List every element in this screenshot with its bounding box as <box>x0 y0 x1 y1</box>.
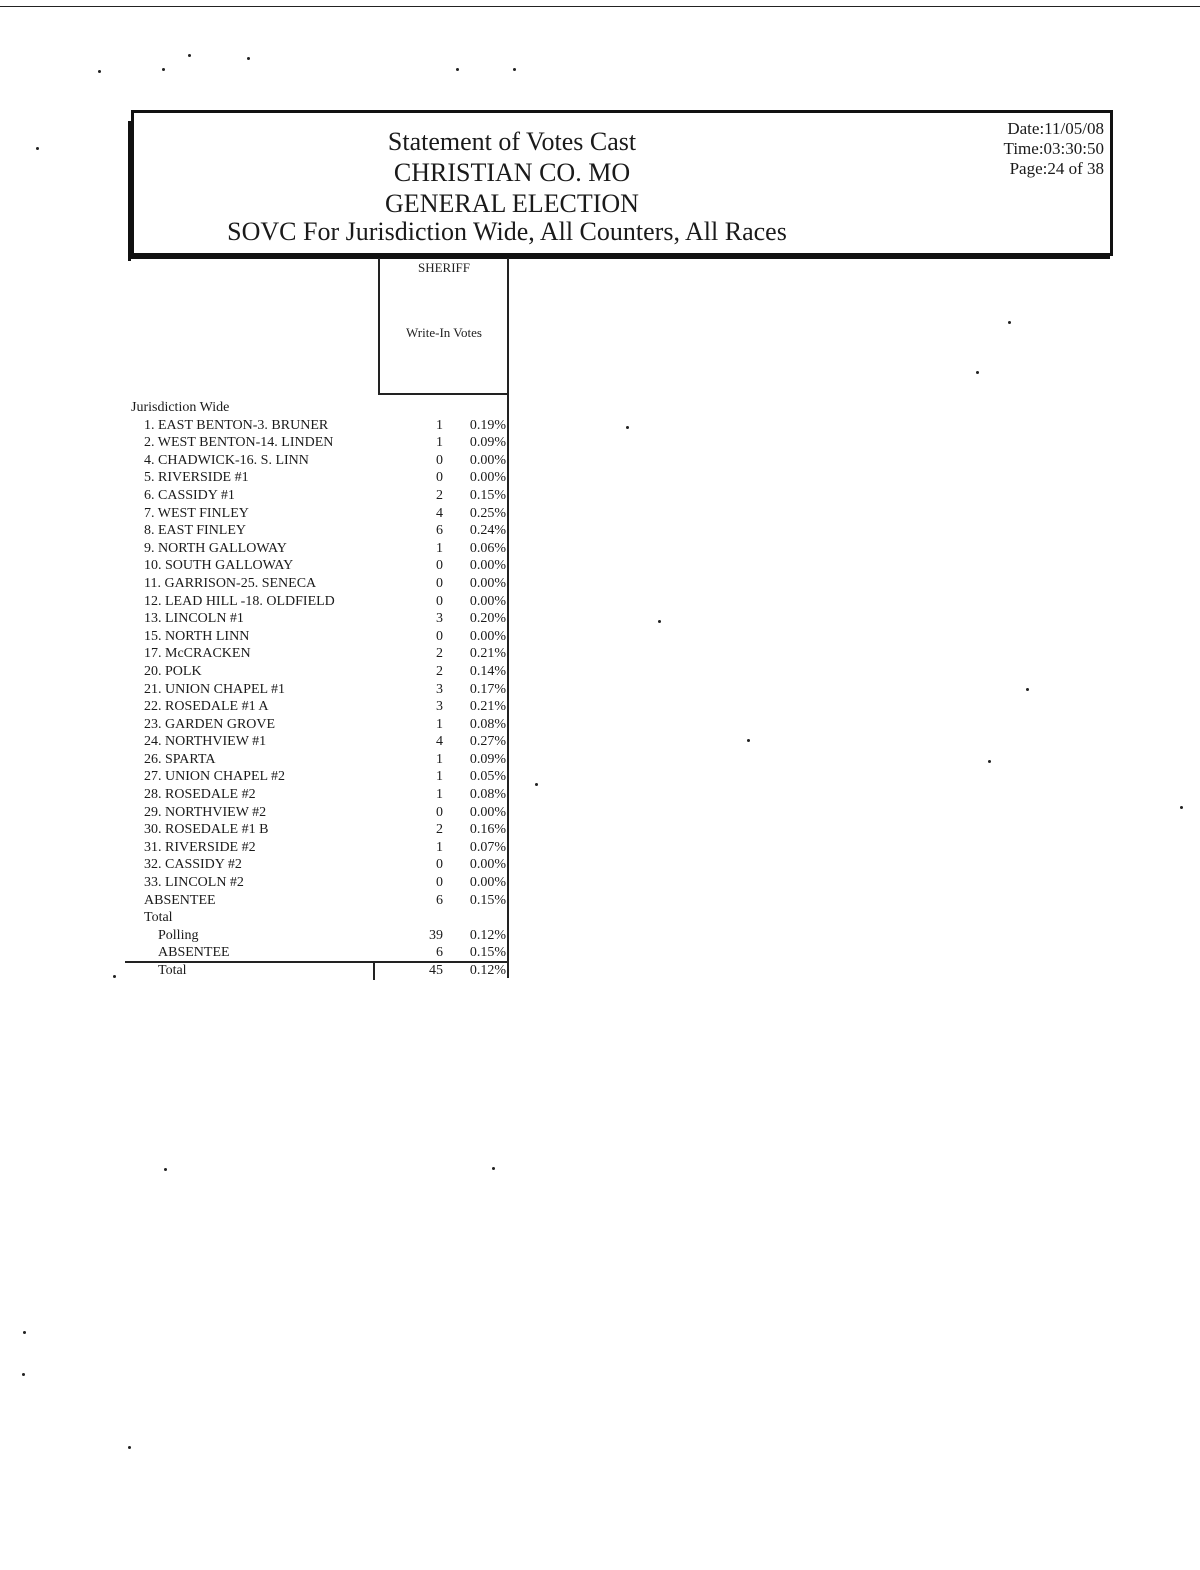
precinct-name: 4. CHADWICK-16. S. LINN <box>144 452 309 468</box>
precinct-pct: 0.08% <box>469 716 506 732</box>
precinct-name: 6. CASSIDY #1 <box>144 487 235 503</box>
precinct-pct: 0.00% <box>469 628 506 644</box>
grand-total-votes: 45 <box>429 963 443 978</box>
precinct-votes: 1 <box>436 751 443 767</box>
scan-speck <box>513 68 516 71</box>
precinct-pct: 0.00% <box>469 575 506 591</box>
precinct-votes: 2 <box>436 487 443 503</box>
precinct-votes: 6 <box>436 892 443 908</box>
scan-speck <box>988 760 991 763</box>
scan-speck <box>626 426 629 429</box>
precinct-votes: 0 <box>436 558 443 574</box>
report-scope: SOVC For Jurisdiction Wide, All Counters, All Races <box>227 217 787 246</box>
scan-speck <box>1008 321 1011 324</box>
precinct-pct: 0.00% <box>469 558 506 574</box>
report-title: Statement of Votes Cast <box>387 127 637 156</box>
precinct-votes: 4 <box>436 505 443 521</box>
precinct-row <box>131 892 511 910</box>
precinct-pct: 0.21% <box>469 646 506 662</box>
precinct-pct: 0.14% <box>469 663 506 679</box>
polling-label: Polling <box>158 927 199 943</box>
report-date: Date:11/05/08 <box>1007 119 1104 138</box>
scan-speck <box>113 975 116 978</box>
absentee-total-row <box>131 944 511 962</box>
precinct-row <box>131 716 511 734</box>
scan-speck <box>162 68 165 71</box>
precinct-name: 17. McCRACKEN <box>144 646 251 662</box>
precinct-name: 5. RIVERSIDE #1 <box>144 470 249 486</box>
precinct-votes: 2 <box>436 646 443 662</box>
precinct-pct: 0.09% <box>469 751 506 767</box>
precinct-votes: 4 <box>436 734 443 750</box>
scan-speck <box>22 1373 25 1376</box>
absentee-votes: 6 <box>436 945 443 961</box>
polling-votes: 39 <box>429 927 443 943</box>
precinct-votes: 2 <box>436 663 443 679</box>
precinct-row <box>131 856 511 874</box>
header-underline <box>378 393 508 395</box>
precinct-name: 33. LINCOLN #2 <box>144 875 244 891</box>
precinct-name: 26. SPARTA <box>144 751 216 767</box>
precinct-row <box>131 751 511 769</box>
precinct-pct: 0.17% <box>469 681 506 697</box>
precinct-name: 2. WEST BENTON-14. LINDEN <box>144 435 334 451</box>
grand-total-row <box>131 962 511 980</box>
page-top-rule <box>0 6 1200 7</box>
precinct-name: 7. WEST FINLEY <box>144 505 249 521</box>
total-section-label: Total <box>144 910 173 926</box>
precinct-votes: 0 <box>436 857 443 873</box>
precinct-pct: 0.07% <box>469 839 506 855</box>
scan-speck <box>128 1446 131 1449</box>
precinct-row <box>131 874 511 892</box>
column-header: Write-In Votes <box>406 325 482 340</box>
precinct-name: 13. LINCOLN #1 <box>144 611 244 627</box>
precinct-pct: 0.25% <box>469 505 506 521</box>
report-page: Page:24 of 38 <box>1009 159 1104 178</box>
precinct-pct: 0.00% <box>469 875 506 891</box>
section-label: Jurisdiction Wide <box>131 400 230 415</box>
precinct-pct: 0.16% <box>469 822 506 838</box>
precinct-row <box>131 663 511 681</box>
precinct-pct: 0.00% <box>469 857 506 873</box>
scan-speck <box>492 1167 495 1170</box>
total-heading <box>131 909 511 927</box>
precinct-row <box>131 557 511 575</box>
precinct-row <box>131 417 511 435</box>
precinct-name: 8. EAST FINLEY <box>144 523 247 539</box>
precinct-pct: 0.20% <box>469 611 506 627</box>
precinct-row <box>131 768 511 786</box>
precinct-pct: 0.00% <box>469 804 506 820</box>
report-time: Time:03:30:50 <box>1003 139 1104 158</box>
precinct-votes: 1 <box>436 716 443 732</box>
precinct-name: 15. NORTH LINN <box>144 628 250 644</box>
county-name: CHRISTIAN CO. MO <box>393 158 631 187</box>
precinct-row <box>131 645 511 663</box>
scan-speck <box>1026 688 1029 691</box>
precinct-votes: 3 <box>436 699 443 715</box>
precinct-row <box>131 487 511 505</box>
precinct-pct: 0.15% <box>469 487 506 503</box>
section-heading <box>131 399 511 417</box>
precinct-list <box>131 417 511 910</box>
precinct-name: 9. NORTH GALLOWAY <box>144 540 287 556</box>
precinct-row <box>131 681 511 699</box>
scan-speck <box>23 1331 26 1334</box>
precinct-pct: 0.00% <box>469 452 506 468</box>
scan-speck <box>747 739 750 742</box>
precinct-name: 30. ROSEDALE #1 B <box>144 822 269 838</box>
precinct-row <box>131 469 511 487</box>
precinct-row <box>131 434 511 452</box>
results-table <box>131 399 511 980</box>
precinct-votes: 0 <box>436 804 443 820</box>
precinct-row <box>131 505 511 523</box>
precinct-votes: 0 <box>436 470 443 486</box>
precinct-pct: 0.21% <box>469 699 506 715</box>
precinct-name: 21. UNION CHAPEL #1 <box>144 681 286 697</box>
precinct-votes: 0 <box>436 875 443 891</box>
precinct-name: 24. NORTHVIEW #1 <box>144 734 267 750</box>
precinct-row <box>131 610 511 628</box>
precinct-pct: 0.06% <box>469 540 506 556</box>
precinct-votes: 0 <box>436 628 443 644</box>
race-name: SHERIFF <box>417 260 471 275</box>
precinct-row <box>131 593 511 611</box>
scan-speck <box>535 783 538 786</box>
polling-row <box>131 927 511 945</box>
precinct-votes: 0 <box>436 575 443 591</box>
precinct-name: 22. ROSEDALE #1 A <box>144 699 269 715</box>
scan-speck <box>247 57 250 60</box>
precinct-pct: 0.27% <box>469 734 506 750</box>
polling-pct: 0.12% <box>469 927 506 943</box>
precinct-row <box>131 628 511 646</box>
scan-speck <box>98 70 101 73</box>
precinct-name: 29. NORTHVIEW #2 <box>144 804 267 820</box>
precinct-row <box>131 522 511 540</box>
precinct-pct: 0.24% <box>469 523 506 539</box>
report-meta <box>1004 119 1104 179</box>
scan-speck <box>976 371 979 374</box>
precinct-votes: 1 <box>436 417 443 433</box>
precinct-name: 32. CASSIDY #2 <box>144 857 242 873</box>
precinct-name: 1. EAST BENTON-3. BRUNER <box>144 417 329 433</box>
scan-speck <box>164 1168 167 1171</box>
precinct-pct: 0.00% <box>469 593 506 609</box>
precinct-pct: 0.00% <box>469 470 506 486</box>
precinct-name: 12. LEAD HILL -18. OLDFIELD <box>144 593 335 609</box>
precinct-pct: 0.15% <box>469 892 506 908</box>
precinct-name: 27. UNION CHAPEL #2 <box>144 769 286 785</box>
scan-speck <box>188 54 191 57</box>
grand-total-label: Total <box>158 963 187 978</box>
absentee-label: ABSENTEE <box>158 945 230 961</box>
precinct-name: 31. RIVERSIDE #2 <box>144 839 256 855</box>
precinct-name: 28. ROSEDALE #2 <box>144 787 256 803</box>
scan-speck <box>1180 806 1183 809</box>
precinct-row <box>131 575 511 593</box>
precinct-row <box>131 540 511 558</box>
precinct-votes: 2 <box>436 822 443 838</box>
precinct-name: 23. GARDEN GROVE <box>144 716 276 732</box>
precinct-name: 11. GARRISON-25. SENECA <box>144 575 317 591</box>
precinct-votes: 1 <box>436 769 443 785</box>
scan-speck <box>658 620 661 623</box>
absentee-pct: 0.15% <box>469 945 506 961</box>
election-name: GENERAL ELECTION <box>385 189 639 218</box>
precinct-name: 10. SOUTH GALLOWAY <box>144 558 294 574</box>
precinct-pct: 0.09% <box>469 435 506 451</box>
precinct-votes: 3 <box>436 681 443 697</box>
precinct-row <box>131 839 511 857</box>
precinct-row <box>131 698 511 716</box>
scan-speck <box>456 68 459 71</box>
precinct-row <box>131 733 511 751</box>
precinct-votes: 1 <box>436 435 443 451</box>
precinct-votes: 1 <box>436 540 443 556</box>
precinct-votes: 0 <box>436 452 443 468</box>
precinct-name: ABSENTEE <box>144 892 216 908</box>
precinct-name: 20. POLK <box>144 663 202 679</box>
precinct-row <box>131 804 511 822</box>
precinct-row <box>131 821 511 839</box>
grand-total-pct: 0.12% <box>469 963 506 978</box>
precinct-votes: 1 <box>436 787 443 803</box>
precinct-row <box>131 786 511 804</box>
precinct-pct: 0.19% <box>469 417 506 433</box>
report-header <box>131 110 1113 256</box>
precinct-row <box>131 452 511 470</box>
precinct-pct: 0.08% <box>469 787 506 803</box>
precinct-votes: 6 <box>436 523 443 539</box>
precinct-votes: 0 <box>436 593 443 609</box>
precinct-pct: 0.05% <box>469 769 506 785</box>
precinct-votes: 1 <box>436 839 443 855</box>
precinct-votes: 3 <box>436 611 443 627</box>
